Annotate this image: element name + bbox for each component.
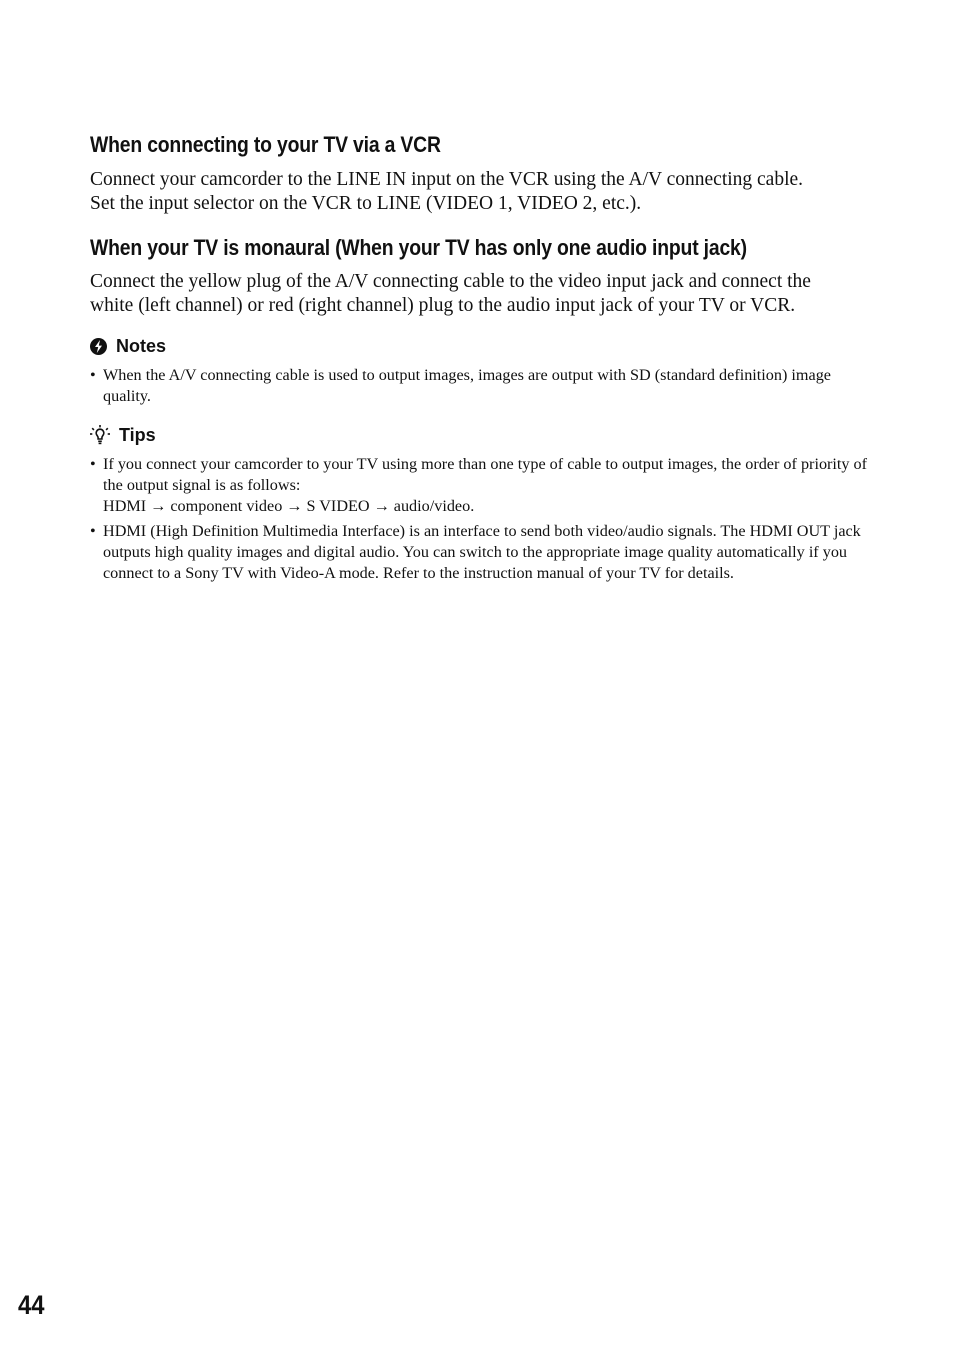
list-item: • When the A/V connecting cable is used to output images, images are output with SD (standard definition) image quality.	[90, 365, 882, 407]
priority-step: S VIDEO	[306, 497, 370, 515]
tips-list	[90, 454, 882, 588]
page-number: 44	[18, 1290, 45, 1320]
notes-label-text: Notes	[116, 336, 167, 356]
tip-text: If you connect your camcorder to your TV using more than one type of cable to output images, the order of priority of the output signal is as follows:	[103, 455, 868, 494]
body-line: Connect your camcorder to the LINE IN input on the VCR using the A/V connecting cable.	[90, 169, 804, 190]
section-heading-vcr: When connecting to your TV via a VCR	[90, 132, 441, 157]
list-item	[90, 454, 882, 517]
notes-label	[89, 336, 166, 357]
list-item: • HDMI (High Definition Multimedia Interface) is an interface to send both video/audio signals. The HDMI OUT jack outputs high quality images and digital audio. You can switch to the appropriate image quality automatically if you connect to a Sony TV with Video-A mode. Refer to the instruction manual of your TV for details.	[90, 521, 882, 584]
body-line: Set the input selector on the VCR to LINE (VIDEO 1, VIDEO 2, etc.).	[90, 192, 642, 214]
tips-label-text: Tips	[119, 424, 156, 445]
notes-list	[90, 365, 882, 411]
lightbulb-icon	[89, 424, 111, 446]
tips-label	[89, 424, 156, 446]
body-line: Connect the yellow plug of the A/V connecting cable to the video input jack and connect the	[90, 271, 811, 292]
priority-step: audio/video.	[393, 497, 475, 515]
arrow-icon: →	[373, 497, 390, 515]
section-body-monaural	[90, 270, 890, 317]
arrow-icon: →	[286, 497, 303, 515]
arrow-icon: →	[150, 497, 167, 515]
priority-step: HDMI	[103, 497, 147, 515]
section-heading-monaural: When your TV is monaural (When your TV has only one audio input jack)	[90, 235, 747, 260]
body-line: white (left channel) or red (right channel) plug to the audio input jack of your TV or VCR.	[90, 294, 796, 316]
priority-line	[103, 497, 474, 515]
notes-icon	[89, 337, 108, 356]
priority-step: component video	[170, 497, 283, 515]
section-body-vcr	[90, 168, 890, 215]
